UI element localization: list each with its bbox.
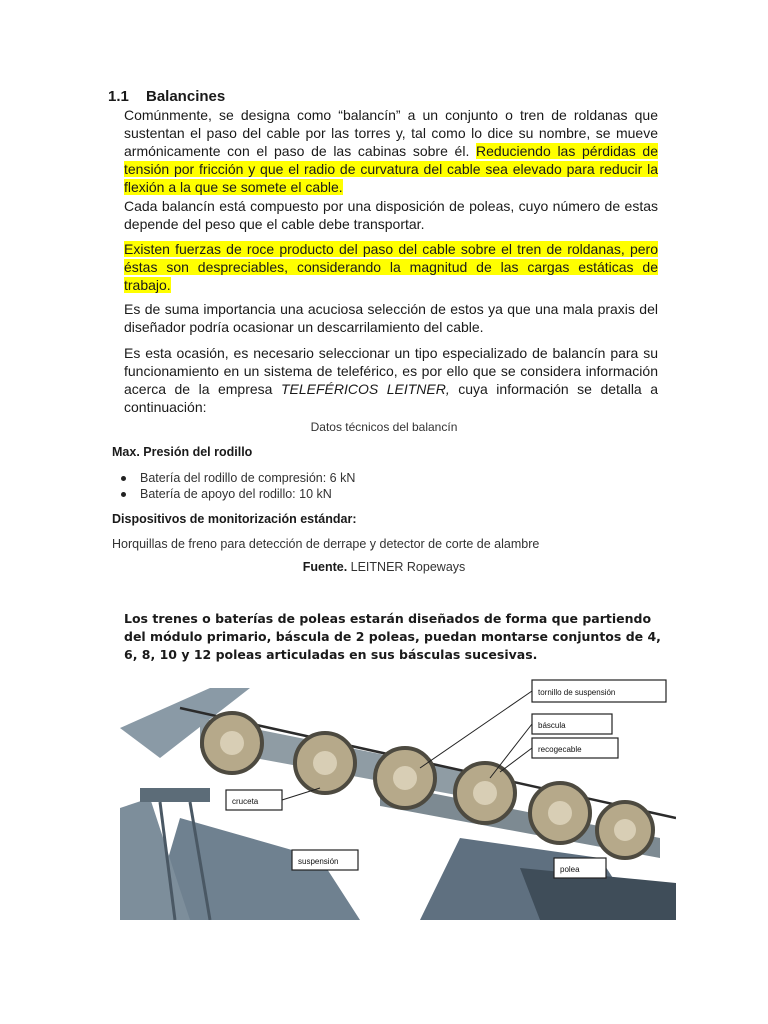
paragraph-3-highlight: Existen fuerzas de roce producto del paso del cable sobre el tren de roldanas, pero éstas son despreciables, considerando la magnitud de las cargas estáticas de trabajo. (124, 241, 658, 293)
list-item: Batería de apoyo del rodillo: 10 kN (112, 486, 355, 502)
pressure-list (112, 470, 355, 502)
paragraph-5 (124, 344, 658, 416)
svg-text:cruceta: cruceta (232, 797, 259, 806)
section-heading (108, 88, 225, 105)
pulley-note: Los trenes o baterías de poleas estarán diseñados de forma que partiendo del módulo primario, báscula de 2 poleas, puedan montarse conjuntos de 4, 6, 8, 10 y 12 poleas articuladas en sus básculas sucesivas. (124, 611, 661, 662)
section-number: 1.1 (108, 88, 129, 105)
datasheet-caption: Datos técnicos del balancín (310, 420, 458, 434)
source-label: Fuente. (302, 560, 348, 574)
paragraph-4: Es de suma importancia una acuciosa selección de estos ya que una mala praxis del diseñador podría ocasionar un descarrilamiento del cable. (124, 301, 658, 335)
source-line (0, 560, 768, 574)
monitoring-text: Horquillas de freno para detección de derrape y detector de corte de alambre (112, 537, 540, 551)
svg-text:tornillo de suspensión: tornillo de suspensión (538, 688, 616, 697)
paragraph-3 (124, 240, 658, 294)
company-name: TELEFÉRICOS LEITNER, (280, 381, 450, 397)
svg-text:báscula: báscula (538, 721, 566, 730)
section-title: Balancines (146, 88, 226, 105)
paragraph-2: Cada balancín está compuesto por una disposición de poleas, cuyo número de estas depende del peso que el cable debe transportar. (124, 198, 658, 232)
paragraph-1-highlight: Reduciendo las pérdidas de tensión por fricción y que el radio de curvatura del cable sea elevado para reducir la flexión a la que se somete el cable. (124, 143, 658, 195)
paragraph-1-text: Comúnmente, se designa como “balancín” a un conjunto o tren de roldanas que sustentan el paso del cable por las torres y, tal como lo dice su nombre, se mueve armónicamente con el paso de las cabinas sobre él. (124, 107, 658, 159)
paragraph-5-text: Es esta ocasión, es necesario seleccionar un tipo especializado de balancín para su funcionamiento en un sistema de teleférico, es por ello que se considera información acerca de la empresa (124, 345, 658, 397)
monitoring-heading: Dispositivos de monitorización estándar: (112, 512, 357, 526)
svg-text:recogecable: recogecable (538, 745, 582, 754)
list-item: Batería del rodillo de compresión: 6 kN (112, 470, 355, 486)
balancin-photo (120, 668, 676, 920)
label-polea (554, 858, 606, 878)
paragraph-1 (124, 106, 658, 196)
label-suspension (292, 850, 358, 870)
svg-text:polea: polea (560, 865, 580, 874)
max-pressure-heading: Max. Presión del rodillo (112, 445, 253, 459)
paragraph-5-end: cuya información se detalla a continuación: (124, 381, 658, 415)
svg-text:suspensión: suspensión (298, 857, 339, 866)
source-text: LEITNER Ropeways (347, 560, 466, 574)
